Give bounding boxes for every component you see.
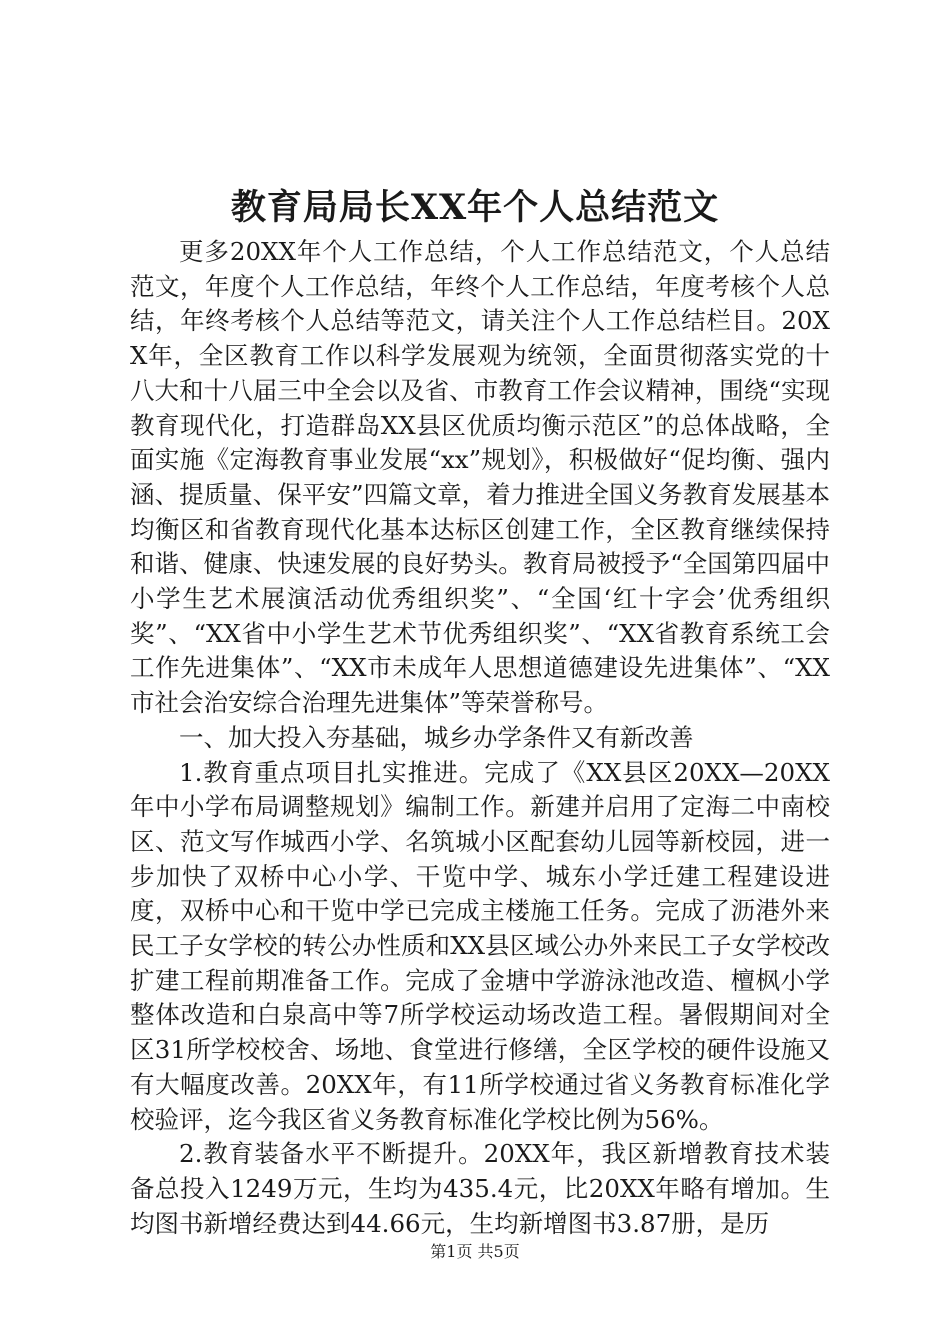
page-title: 教育局局长XX年个人总结范文 [230, 187, 720, 228]
paragraph-intro: 更多20XX年个人工作总结，个人工作总结范文，个人总结范文，年度个人工作总结，年终个人工作总结，年度考核个人总结，年终考核个人总结等范文，请关注个人工作总结栏目。20XX年，全区教育工作以科学发展观为统领，全面贯彻落实党的十八大和十八届三中全会以及省、市教育工作会议精神，围绕“实现教育现代化，打造群岛XX县区优质均衡示范区”的总体战略，全面实施《定海教育事业发展“xx”规划》，积极做好“促均衡、强内涵、提质量、保平安”四篇文章，着力推进全国义务教育发展基本均衡区和省教育现代化基本达标区创建工作，全区教育继续保持和谐、健康、快速发展的良好势头。教育局被授予“全国第四届中小学生艺术展演活动优秀组织奖”、“全国‘红十字会’优秀组织奖”、“XX省中小学生艺术节优秀组织奖”、“XX省教育系统工会工作先进集体”、“XX市未成年人思想道德建设先进集体”、“XX市社会治安综合治理先进集体”等荣誉称号。 [130, 237, 830, 718]
page-footer: 第1页 共5页 [430, 1242, 520, 1261]
paragraph-item-1: 1.教育重点项目扎实推进。完成了《XX县区20XX—20XX年中小学布局调整规划》编制工作。新建并启用了定海二中南校区、范文写作城西小学、名筑城小区配套幼儿园等新校园，进一步加快了双桥中心小学、干览中学、城东小学迁建工程建设进度，双桥中心和干览中学已完成主楼施工任务。完成了沥港外来民工子女学校的转公办性质和XX县区域公办外来民工子女学校改扩建工程前期准备工作。完成了金塘中学游泳池改造、檀枫小学整体改造和白泉高中等7所学校运动场改造工程。暑假期间对全区31所学校校舍、场地、食堂进行修缮，全区学校的硬件设施又有大幅度改善。20XX年，有11所学校通过省义务教育标准化学校验评，迄今我区省义务教育标准化学校比例为56%。 [130, 757, 830, 1134]
paragraph-item-2: 2.教育装备水平不断提升。20XX年，我区新增教育技术装备总投入1249万元，生均为435.4元，比20XX年略有增加。生均图书新增经费达到44.66元，生均新增图书3.87册，是历 [130, 1139, 830, 1238]
document-body [130, 235, 830, 1241]
section-heading: 一、加大投入夯基础，城乡办学条件又有新改善 [179, 722, 694, 752]
